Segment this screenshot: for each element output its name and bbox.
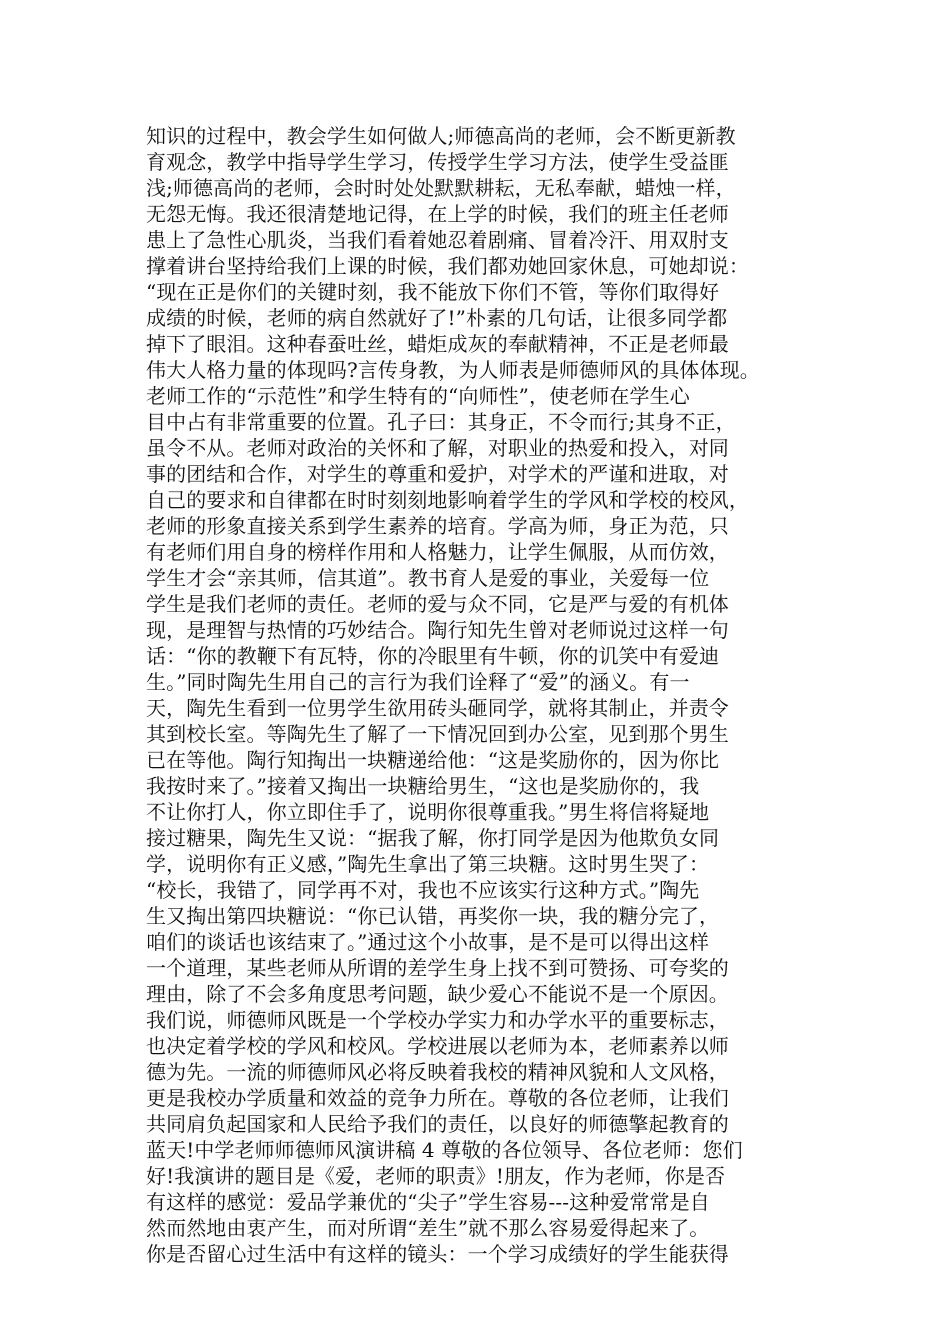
text-line: “校长，我错了，同学再不对，我也不应该实行这种方式。”陶先 bbox=[146, 878, 700, 902]
text-line: 咱们的谈话也该结束了。”通过这个小故事，是不是可以得出这样 bbox=[146, 930, 710, 954]
text-line: 不让你打人，你立即住手了，说明你很尊重我。”男生将信将疑地 bbox=[146, 800, 710, 824]
text-line: 学生是我们老师的责任。老师的爱与众不同，它是严与爱的有机体 bbox=[146, 592, 729, 616]
text-line: 生。”同时陶先生用自己的言行为我们诠释了“爱”的涵义。有一 bbox=[146, 670, 690, 694]
text-line: 现，是理智与热情的巧妙结合。陶行知先生曾对老师说过这样一句 bbox=[146, 618, 729, 642]
text-line: 浅;师德高尚的老师，会时时处处默默耕耘，无私奉献，蜡烛一样， bbox=[146, 176, 736, 200]
text-line: 虽令不从。老师对政治的关怀和了解，对职业的热爱和投入，对同 bbox=[146, 436, 729, 460]
text-line: 更是我校办学质量和效益的竞争力所在。尊敬的各位老师，让我们 bbox=[146, 1086, 729, 1110]
text-line: “现在正是你们的关键时刻，我不能放下你们不管，等你们取得好 bbox=[146, 280, 720, 304]
text-line: 自己的要求和自律都在时时刻刻地影响着学生的学风和学校的校风， bbox=[146, 488, 749, 512]
text-line: 掉下了眼泪。这种春蚕吐丝，蜡炬成灰的奉献精神，不正是老师最 bbox=[146, 332, 729, 356]
text-line: 也决定着学校的学风和校风。学校进展以老师为本，老师素养以师 bbox=[146, 1034, 729, 1058]
speech-text-body bbox=[146, 123, 806, 1267]
text-line: 无怨无悔。我还很清楚地记得，在上学的时候，我们的班主任老师 bbox=[146, 202, 729, 226]
text-line: 育观念，教学中指导学生学习，传授学生学习方法，使学生受益匪 bbox=[146, 150, 729, 174]
text-line: 德为先。一流的师德师风必将反映着我校的精神风貌和人文风格， bbox=[146, 1060, 729, 1084]
text-line: 天，陶先生看到一位男学生欲用砖头砸同学，就将其制止，并责令 bbox=[146, 696, 729, 720]
text-line: 学生才会“亲其师，信其道”。教书育人是爱的事业，关爱每一位 bbox=[146, 566, 710, 590]
text-line: 话：“你的教鞭下有瓦特，你的冷眼里有牛顿，你的讥笑中有爱迪 bbox=[146, 644, 720, 668]
text-line: 成绩的时候，老师的病自然就好了!”朴素的几句话，让很多同学都 bbox=[146, 306, 728, 330]
text-line: 有这样的感觉：爱品学兼优的“尖子”学生容易---这种爱常常是自 bbox=[146, 1190, 710, 1214]
text-line: 一个道理，某些老师从所谓的差学生身上找不到可赞扬、可夸奖的 bbox=[146, 956, 729, 980]
text-line: 你是否留心过生活中有这样的镜头：一个学习成绩好的学生能获得 bbox=[146, 1242, 729, 1266]
text-line: 知识的过程中，教会学生如何做人;师德高尚的老师，会不断更新教 bbox=[146, 124, 736, 148]
text-line: 其到校长室。等陶先生了解了一下情况回到办公室，见到那个男生 bbox=[146, 722, 729, 746]
text-line: 理由，除了不会多角度思考问题，缺少爱心不能说不是一个原因。 bbox=[146, 982, 729, 1006]
text-line: 好!我演讲的题目是《爱，老师的职责》!朋友，作为老师，你是否 bbox=[146, 1164, 726, 1188]
text-line: 已在等他。陶行知掏出一块糖递给他：“这是奖励你的，因为你比 bbox=[146, 748, 720, 772]
text-line: 蓝天!中学老师师德师风演讲稿 4 尊敬的各位领导、各位老师：您们 bbox=[146, 1138, 743, 1162]
text-line: 我按时来了。”接着又掏出一块糖给男生，“这也是奖励你的，我 bbox=[146, 774, 700, 798]
text-line: 患上了急性心肌炎，当我们看着她忍着剧痛、冒着冷汗、用双肘支 bbox=[146, 228, 729, 252]
text-line: 目中占有非常重要的位置。孔子曰：其身正，不令而行;其身不正， bbox=[146, 410, 736, 434]
text-line: 接过糖果，陶先生又说：“据我了解，你打同学是因为他欺负女同 bbox=[146, 826, 720, 850]
text-line: 然而然地由衷产生，而对所谓“差生”就不那么容易爱得起来了。 bbox=[146, 1216, 710, 1240]
text-line: 事的团结和合作，对学生的尊重和爱护，对学术的严谨和进取，对 bbox=[146, 462, 729, 486]
text-line: 撑着讲台坚持给我们上课的时候，我们都劝她回家休息，可她却说： bbox=[146, 254, 749, 278]
text-line: 生又掏出第四块糖说：“你已认错，再奖你一块，我的糖分完了， bbox=[146, 904, 720, 928]
text-line: 有老师们用自身的榜样作用和人格魅力，让学生佩服，从而仿效， bbox=[146, 540, 729, 564]
text-line: 共同肩负起国家和人民给予我们的责任，以良好的师德擎起教育的 bbox=[146, 1112, 729, 1136]
text-line: 学，说明你有正义感，”陶先生拿出了第三块糖。这时男生哭了： bbox=[146, 852, 710, 876]
text-line: 老师工作的“示范性”和学生特有的“向师性”，使老师在学生心 bbox=[146, 384, 690, 408]
text-line: 伟大人格力量的体现吗?言传身教，为人师表是师德师风的具体体现。 bbox=[146, 358, 760, 382]
text-line: 老师的形象直接关系到学生素养的培育。学高为师，身正为范，只 bbox=[146, 514, 729, 538]
text-line: 我们说，师德师风既是一个学校办学实力和办学水平的重要标志， bbox=[146, 1008, 729, 1032]
